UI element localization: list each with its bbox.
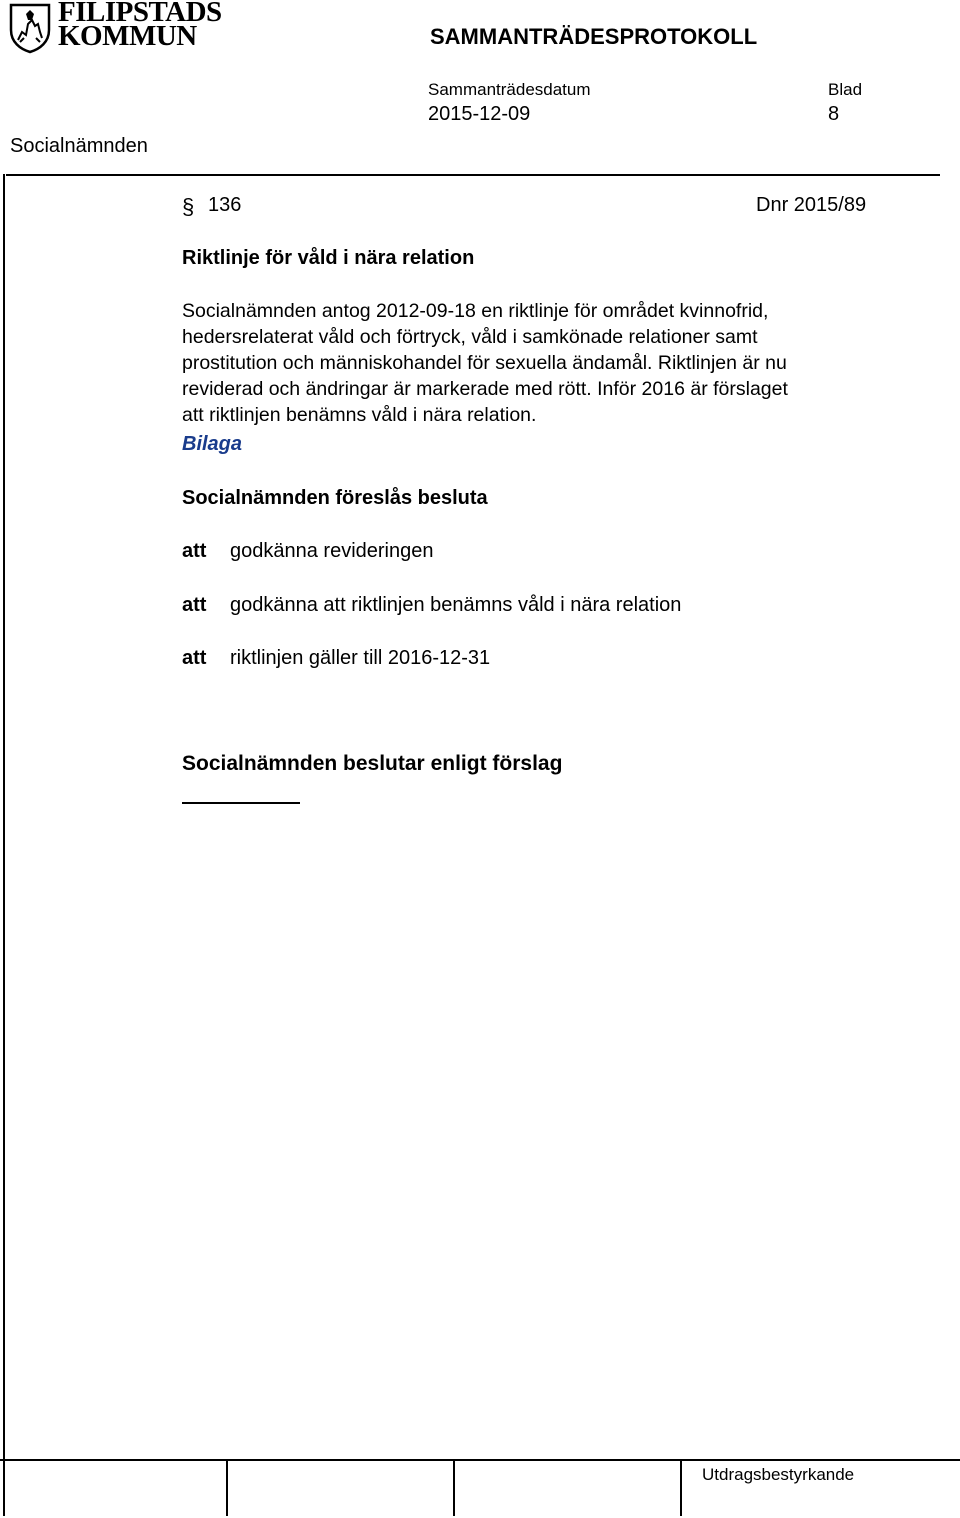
section-heading: Riktlinje för våld i nära relation [182, 247, 475, 269]
case-number: Dnr 2015/89 [756, 194, 867, 216]
page-label: Blad [828, 80, 863, 99]
paragraph-number: 136 [208, 194, 242, 216]
proposal-text: godkänna att riktlinjen benämns våld i nära relation [230, 594, 682, 616]
att-keyword: att [182, 647, 207, 669]
att-keyword: att [182, 594, 207, 616]
frame-left-divider [3, 174, 5, 1516]
body-line: prostitution och människohandel för sexuella ändamål. Riktlinjen är nu [182, 352, 787, 374]
coat-of-arms-icon [8, 2, 52, 54]
certification-label: Utdragsbestyrkande [702, 1465, 855, 1484]
proposal-item [182, 647, 490, 670]
body-line: hedersrelaterat våld och förtryck, våld i samkönade relationer samt [182, 326, 758, 348]
signature-cell-divider [226, 1459, 228, 1516]
att-keyword: att [182, 540, 207, 562]
logo-text-line2: KOMMUN [58, 20, 197, 52]
attachment-link[interactable]: Bilaga [182, 433, 243, 455]
signature-cell-divider [453, 1459, 455, 1516]
body-line: Socialnämnden antog 2012-09-18 en riktlinje för området kvinnofrid, [182, 300, 769, 322]
meeting-date-label: Sammanträdesdatum [428, 80, 591, 99]
page-number: 8 [828, 103, 840, 125]
decision-statement: Socialnämnden beslutar enligt förslag [182, 752, 563, 775]
proposal-text: riktlinjen gäller till 2016-12-31 [230, 647, 491, 669]
section-end-rule [182, 802, 300, 804]
signature-cell-divider [680, 1459, 682, 1516]
body-line: att riktlinjen benämns våld i nära relation. [182, 404, 537, 426]
body-line: reviderad och ändringar är markerade med rött. Inför 2016 är förslaget [182, 378, 788, 400]
proposal-text: godkänna revideringen [230, 540, 434, 562]
proposal-heading: Socialnämnden föreslås besluta [182, 487, 488, 509]
section-body [182, 298, 934, 428]
proposal-item [182, 540, 434, 563]
paragraph-sign: § [182, 194, 195, 219]
department-name: Socialnämnden [10, 135, 148, 157]
frame-top-divider [6, 174, 940, 176]
municipality-logo [8, 0, 222, 56]
logo-text-line1: FILIPSTADS [58, 0, 222, 28]
meeting-date-value: 2015-12-09 [428, 103, 531, 125]
proposal-item [182, 594, 681, 617]
document-title: SAMMANTRÄDESPROTOKOLL [430, 24, 758, 49]
